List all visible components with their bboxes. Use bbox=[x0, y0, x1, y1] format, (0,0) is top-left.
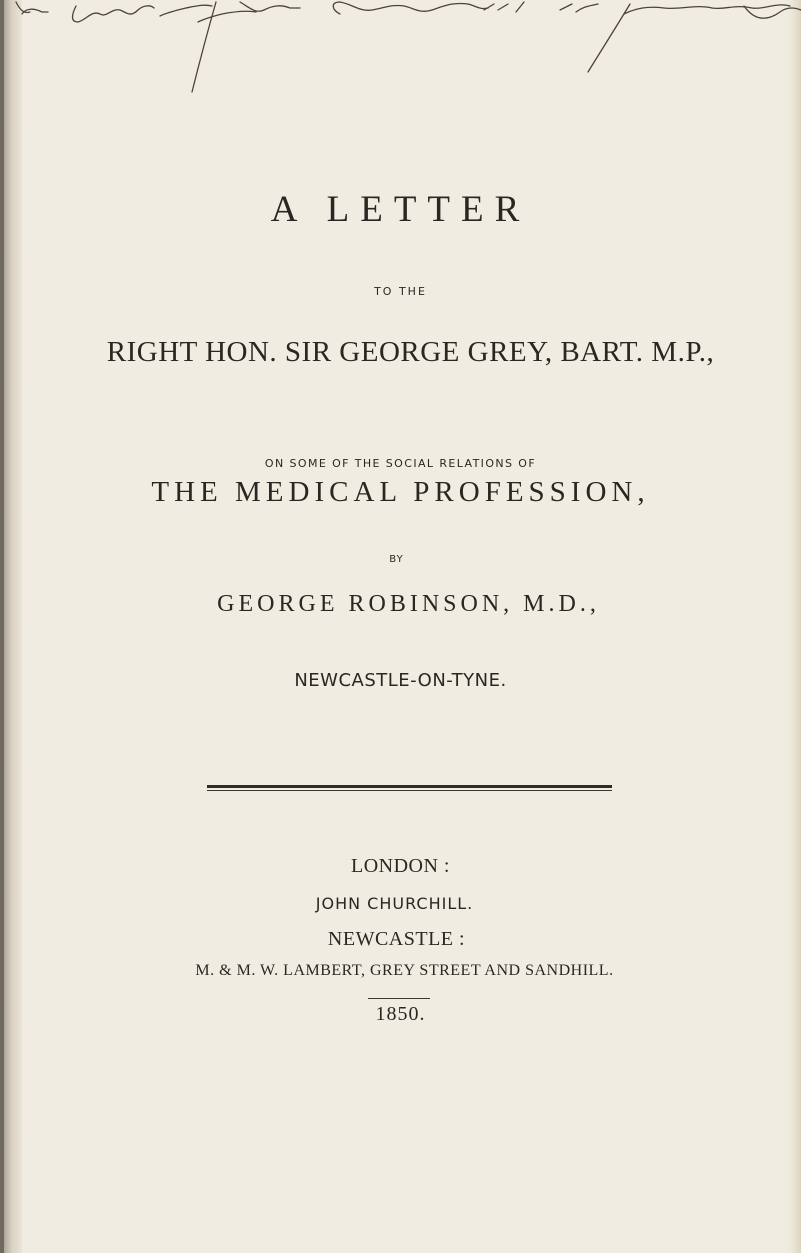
imprint-london-publisher: JOHN CHURCHILL. bbox=[315, 894, 474, 913]
to-the-line: TO THE bbox=[374, 285, 427, 298]
subject-line: THE MEDICAL PROFESSION, bbox=[151, 476, 650, 508]
page-edge-discoloration bbox=[787, 0, 801, 1253]
subtitle-line: ON SOME OF THE SOCIAL RELATIONS OF bbox=[264, 457, 537, 470]
imprint-newcastle: NEWCASTLE : bbox=[327, 928, 466, 950]
addressee-line: RIGHT HON. SIR GEORGE GREY, BART. M.P., bbox=[106, 336, 715, 368]
imprint-newcastle-printer: M. & M. W. LAMBERT, GREY STREET AND SANDHILL. bbox=[195, 962, 614, 979]
by-line: BY bbox=[389, 554, 404, 565]
divider-rule-thick bbox=[207, 785, 612, 788]
publication-year: 1850. bbox=[375, 1003, 426, 1025]
author-name: GEORGE ROBINSON, M.D., bbox=[217, 591, 600, 617]
page-title: A LETTER bbox=[270, 189, 531, 230]
divider-rule-thin bbox=[207, 790, 612, 791]
handwriting-scrawl-icon bbox=[0, 0, 801, 110]
author-place: NEWCASTLE-ON-TYNE. bbox=[294, 670, 507, 691]
year-rule bbox=[368, 998, 430, 999]
imprint-london: LONDON : bbox=[351, 855, 450, 877]
book-spine-edge bbox=[0, 0, 4, 1253]
